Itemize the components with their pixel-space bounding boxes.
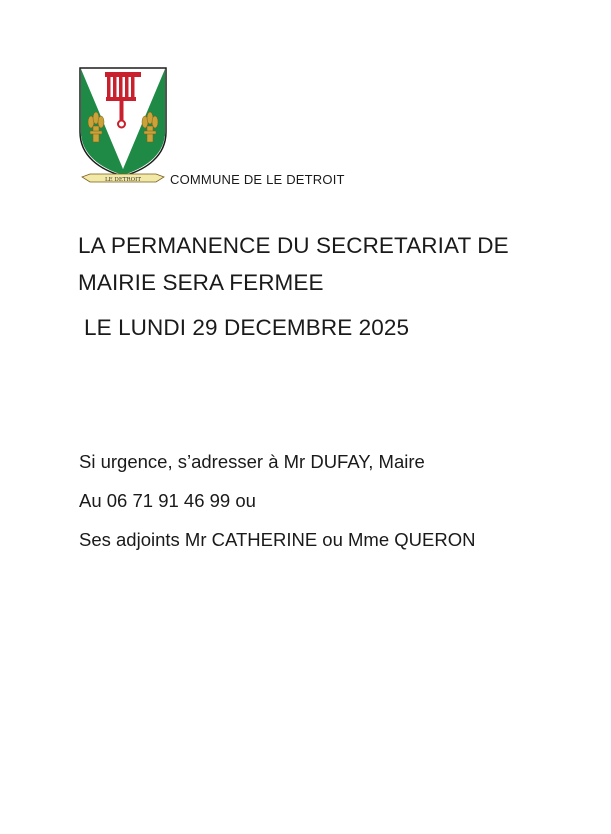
notice-date: LE LUNDI 29 DECEMBRE 2025 — [84, 315, 410, 340]
coat-of-arms-logo — [76, 66, 170, 190]
contact-urgency-line: Si urgence, s’adresser à Mr DUFAY, Maire — [79, 451, 425, 472]
crest-ribbon-text: LE DETROIT — [105, 177, 141, 183]
contact-deputies-line: Ses adjoints Mr CATHERINE ou Mme QUERON — [79, 529, 476, 550]
notice-heading-line-1: LA PERMANENCE DU SECRETARIAT DE — [78, 233, 509, 258]
contact-phone-line: Au 06 71 91 46 99 ou — [79, 490, 256, 511]
notice-heading-line-2: MAIRIE SERA FERMEE — [78, 270, 324, 295]
commune-name: COMMUNE DE LE DETROIT — [170, 172, 345, 187]
